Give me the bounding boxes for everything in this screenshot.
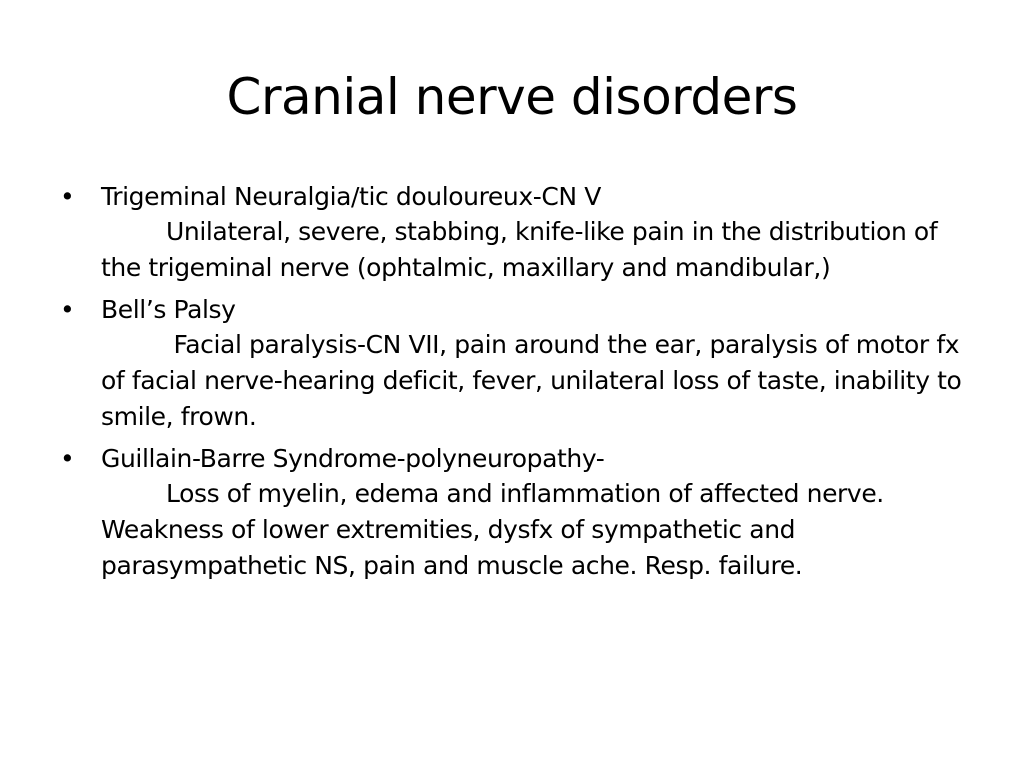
bullet-item-guillain-barre: [60, 442, 970, 584]
bullet-item-trigeminal-neuralgia: [60, 180, 970, 286]
slide-title: Cranial nerve disorders: [226, 68, 798, 126]
bullet-description: Unilateral, severe, stabbing, knife-like pain in the distribution of the trigeminal nerve (ophtalmic, maxillary and mandibular,): [101, 217, 945, 282]
bullet-description: Loss of myelin, edema and inflammation of affected nerve. Weakness of lower extremities, dysfx of sympathetic and parasympathetic NS, pain and muscle ache. Resp. failure.: [101, 479, 892, 580]
bullet-item-bells-palsy: [60, 293, 970, 435]
bullet-dot-icon: •: [60, 182, 75, 211]
bullet-heading: Trigeminal Neuralgia/tic douloureux-CN V: [101, 182, 601, 211]
bullet-heading-row: [60, 442, 970, 476]
bullet-dot-icon: •: [60, 295, 75, 324]
bullet-dot-icon: •: [60, 444, 75, 473]
bullet-heading-row: [60, 180, 970, 214]
slide-body: [60, 180, 970, 591]
bullet-heading: Bell’s Palsy: [101, 295, 236, 324]
bullet-heading: Guillain-Barre Syndrome-polyneuropathy-: [101, 444, 605, 473]
bullet-heading-row: [60, 293, 970, 327]
bullet-description: Facial paralysis-CN VII, pain around the ear, paralysis of motor fx of facial nerve-hearing deficit, fever, unilateral loss of taste, inability to smile, frown.: [101, 330, 969, 431]
